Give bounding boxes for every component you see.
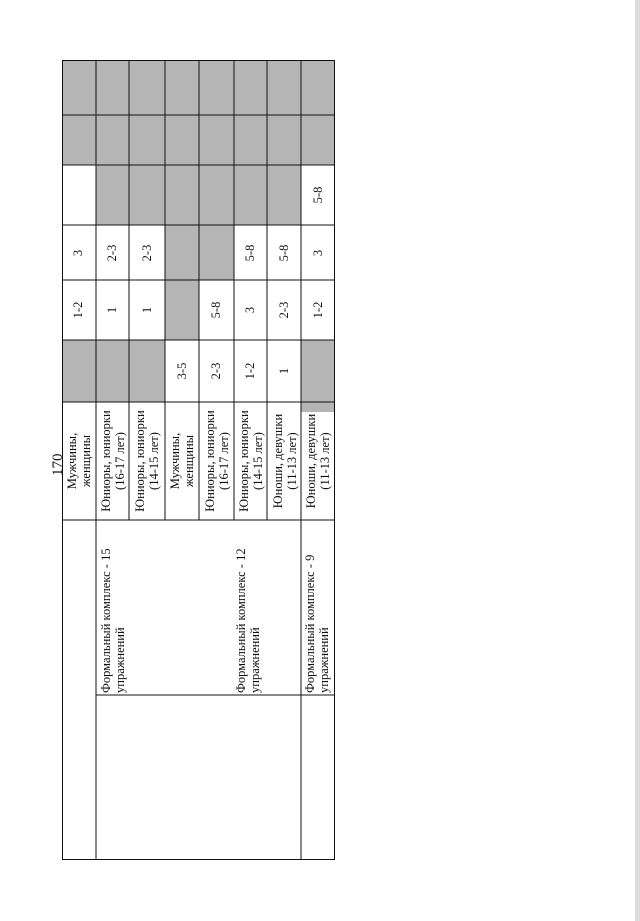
complex-12-label: Формальный комплекс - 12 упражнений <box>234 548 262 693</box>
cell-r5-c1: 2-3 <box>209 362 223 380</box>
page-number: 170 <box>50 453 66 476</box>
cell-r5-c2: 5-8 <box>209 301 223 319</box>
category-juniors-14-15: Юниоры, юниорки (14-15 лет) <box>133 410 161 512</box>
category-juniors-16-17-b: Юниоры, юниорки (16-17 лет) <box>203 410 231 512</box>
cell-r6-c3: 5-8 <box>243 244 257 262</box>
cell-r3-c3: 2-3 <box>140 244 154 262</box>
category-youth-11-13: Юноши, девушки (11-13 лет) <box>271 413 299 509</box>
category-juniors-14-15-b: Юниоры, юниорки (14-15 лет) <box>237 410 265 512</box>
cell-r8-c4: 5-8 <box>311 186 325 204</box>
cell-r2-c2: 1 <box>105 306 119 314</box>
cell-r7-c3: 5-8 <box>277 244 291 262</box>
cell-r8-c2: 1-2 <box>311 301 325 319</box>
category-juniors-16-17: Юниоры, юниорки (16-17 лет) <box>99 410 127 512</box>
complex-15-label: Формальный комплекс - 15 упражнений <box>99 548 127 693</box>
complex-9-label: Формальный комплекс - 9 упражнений <box>303 554 331 693</box>
cell-r6-c2: 3 <box>243 306 257 314</box>
cell-r3-c2: 1 <box>140 306 154 314</box>
cell-r1-c3: 3 <box>71 249 85 257</box>
cell-r7-c2: 2-3 <box>277 301 291 319</box>
cell-r1-c2: 1-2 <box>71 301 85 319</box>
cell-r7-c1: 1 <box>277 367 291 375</box>
cell-r8-c3: 3 <box>311 249 325 257</box>
cell-r4-c1: 3-5 <box>175 362 189 380</box>
category-youth-11-13-b: Юноши, девушки (11-13 лет) <box>304 413 332 509</box>
cell-r2-c3: 2-3 <box>105 244 119 262</box>
category-men-women-2: Мужчины, женщины <box>168 432 196 490</box>
category-men-women: Мужчины, женщины <box>65 432 93 490</box>
cell-r6-c1: 1-2 <box>243 362 257 380</box>
